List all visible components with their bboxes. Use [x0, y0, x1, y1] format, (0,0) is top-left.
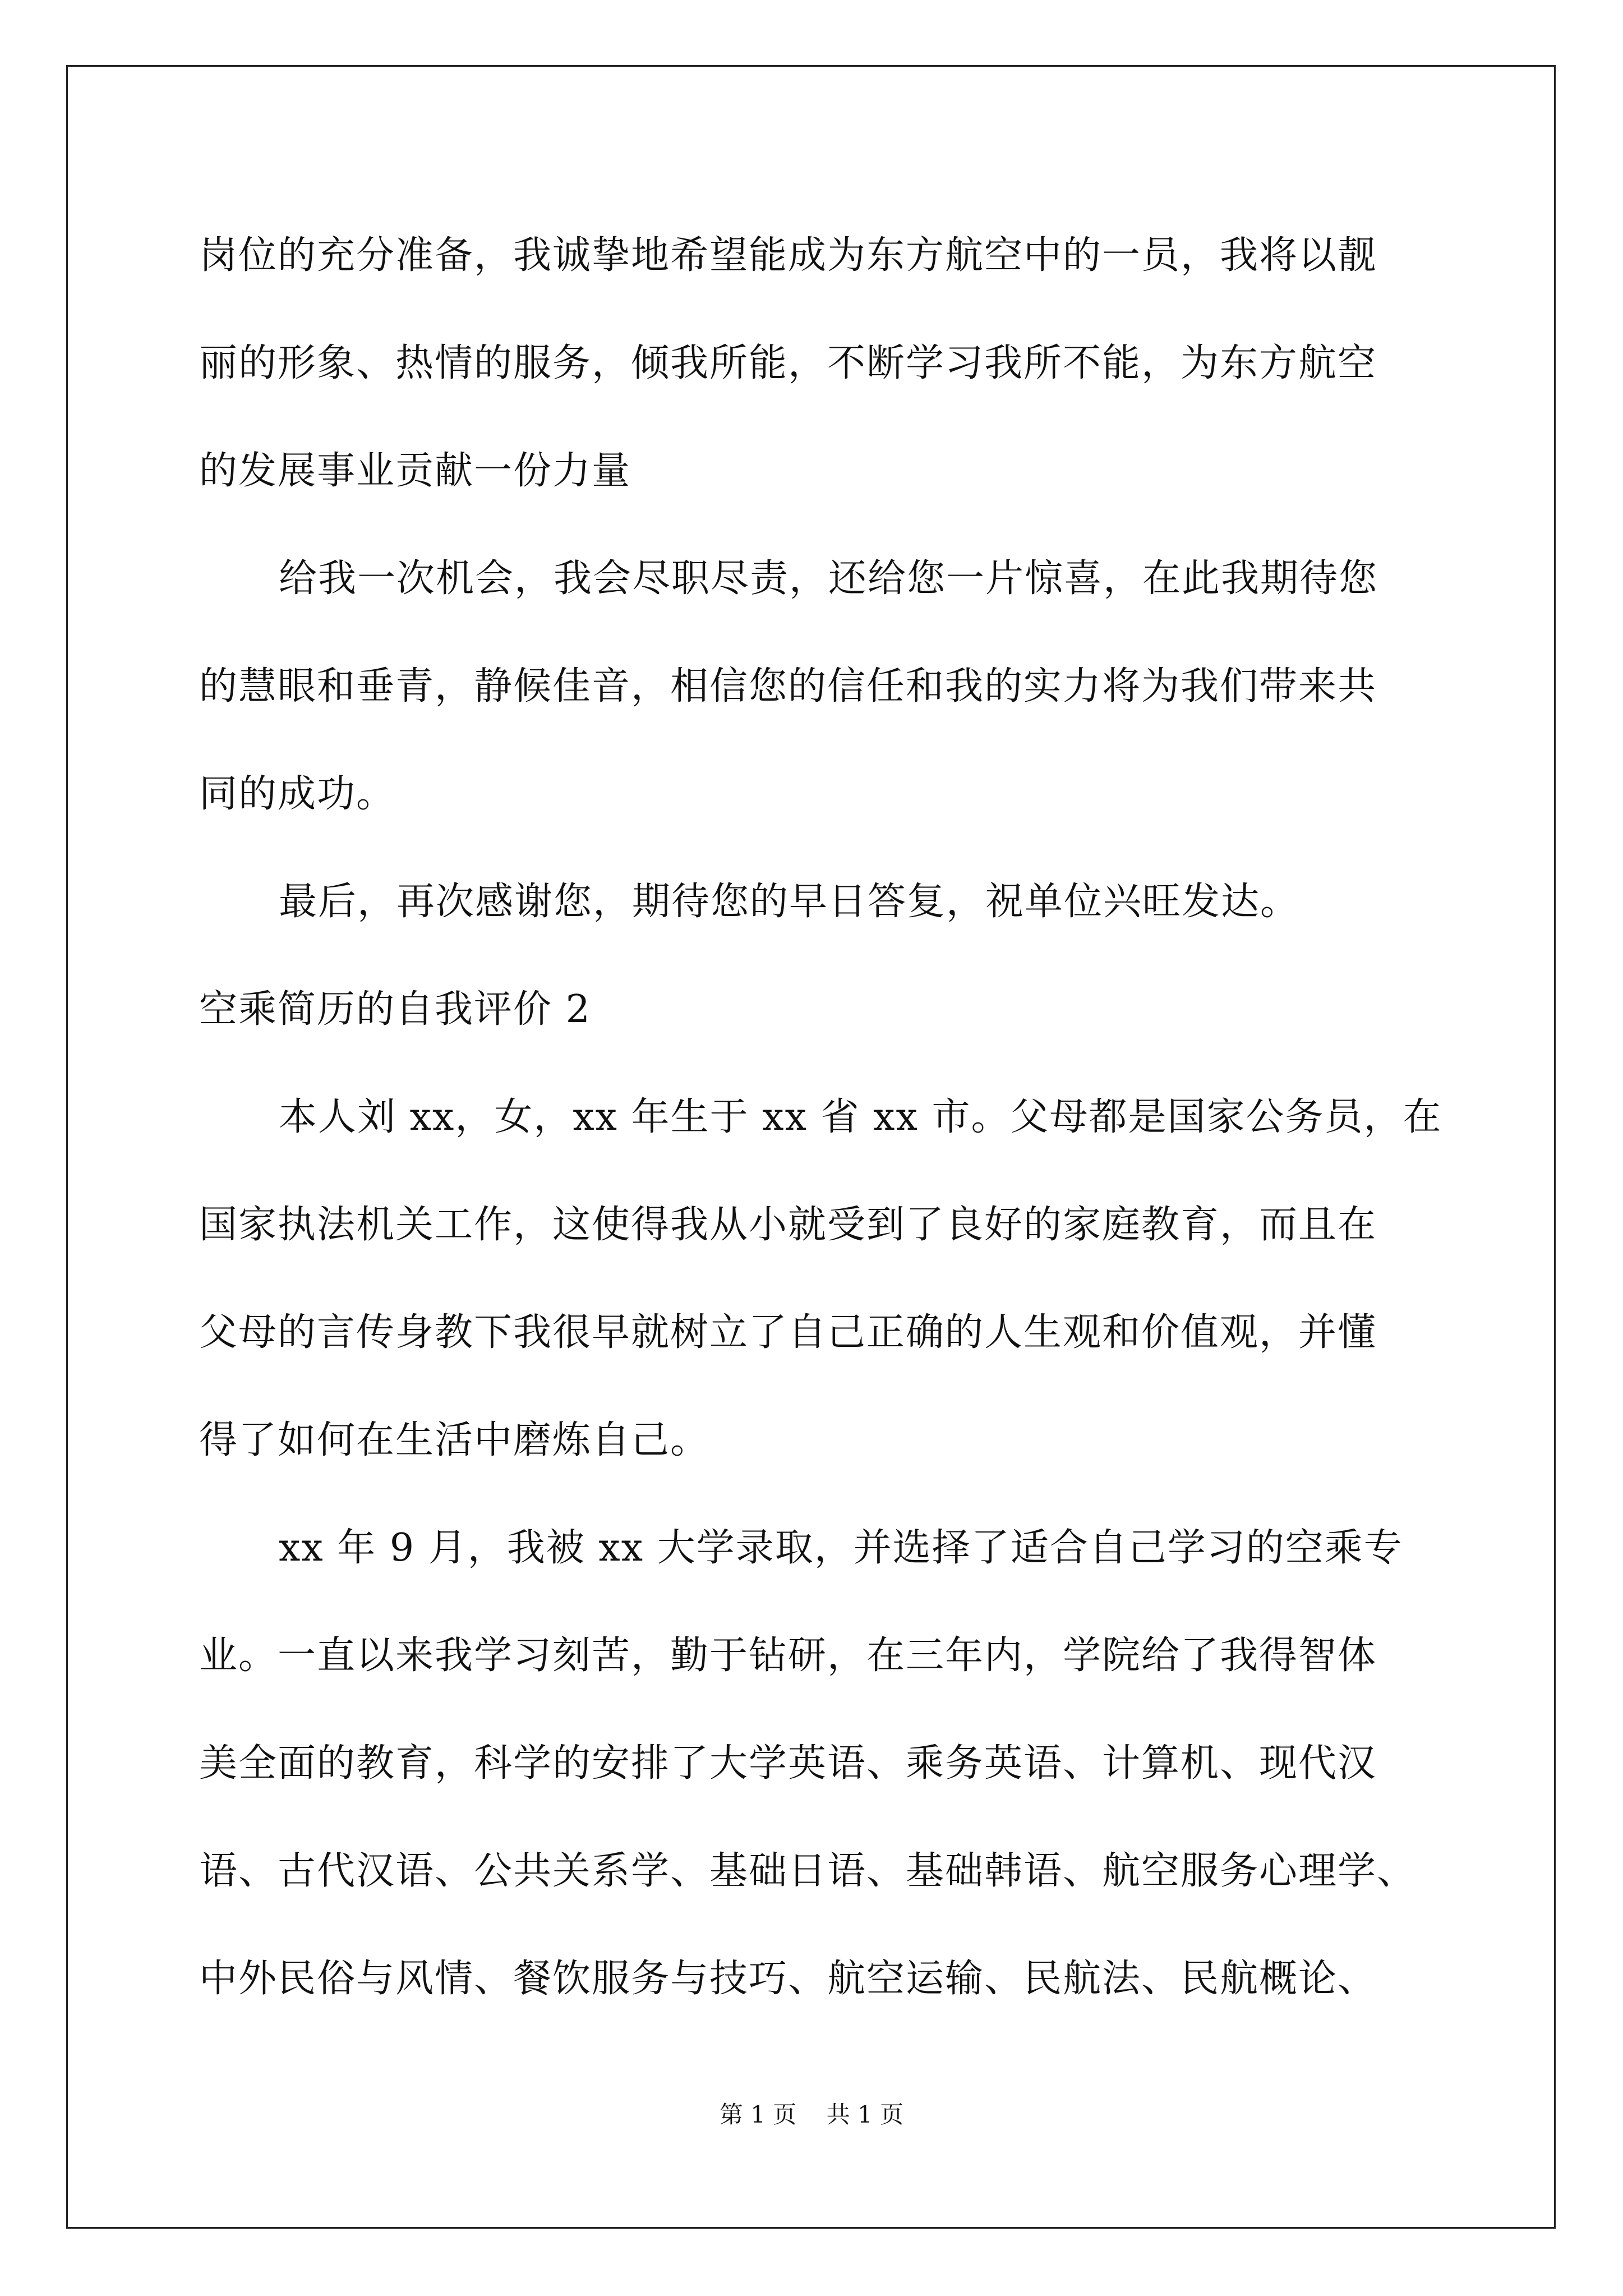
- text-line: 的慧眼和垂青，静候佳音，相信您的信任和我的实力将为我们带来共: [199, 664, 1377, 708]
- text-line: 得了如何在生活中磨炼自己。: [199, 1418, 710, 1462]
- text-line: xx 年 9 月，我被 xx 大学录取，并选择了适合自己学习的空乘专: [279, 1526, 1403, 1570]
- text-line: 岗位的充分准备，我诚挚地希望能成为东方航空中的一员，我将以靓: [199, 233, 1377, 278]
- text-line: 的发展事业贡献一份力量: [199, 449, 631, 493]
- page-footer: 第 1 页 共 1 页: [719, 2101, 904, 2128]
- text-line: 国家执法机关工作，这使得我从小就受到了良好的家庭教育，而且在: [199, 1203, 1377, 1247]
- text-line: 语、古代汉语、公共关系学、基础日语、基础韩语、航空服务心理学、: [199, 1849, 1417, 1893]
- text-line: 父母的言传身教下我很早就树立了自己正确的人生观和价值观，并懂: [199, 1310, 1377, 1355]
- text-line: 给我一次机会，我会尽职尽责，还给您一片惊喜，在此我期待您: [279, 556, 1378, 601]
- text-line: 同的成功。: [199, 772, 396, 816]
- text-line: 中外民俗与风情、餐饮服务与技巧、航空运输、民航法、民航概论、: [199, 1957, 1377, 2001]
- text-line: 丽的形象、热情的服务，倾我所能，不断学习我所不能，为东方航空: [199, 341, 1377, 385]
- text-line: 最后，再次感谢您，期待您的早日答复，祝单位兴旺发达。: [279, 880, 1300, 924]
- text-line: 业。一直以来我学习刻苦，勤于钻研，在三年内，学院给了我得智体: [199, 1634, 1377, 1678]
- document-body: [199, 202, 1450, 2033]
- section-heading: 空乘简历的自我评价 2: [199, 987, 591, 1032]
- text-line: 本人刘 xx，女，xx 年生于 xx 省 xx 市。父母都是国家公务员，在: [279, 1095, 1442, 1139]
- text-line: 美全面的教育，科学的安排了大学英语、乘务英语、计算机、现代汉: [199, 1741, 1377, 1786]
